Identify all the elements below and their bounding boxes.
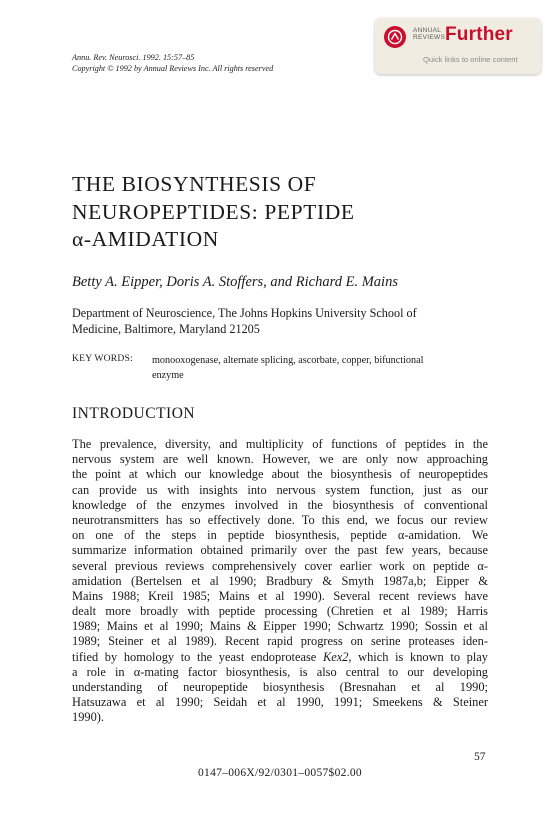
author-affiliation	[72, 305, 492, 337]
journal-citation-block	[72, 52, 273, 74]
annual-reviews-logo-icon	[384, 26, 406, 48]
section-heading-introduction: INTRODUCTION	[72, 405, 196, 422]
body-line: amidation (Bertelsen et al 1990; Bradbury & Smyth 1987a,b; Eipper &	[72, 573, 488, 588]
body-line: 1989; Steiner et al 1989). Recent rapid progress on serine proteases iden-	[72, 634, 488, 649]
annual-reviews-wordmark	[413, 27, 445, 41]
article-title	[72, 171, 492, 254]
body-line: can provide us with insights into nervous system function, just as our	[72, 482, 488, 497]
copyright-notice: Copyright © 1992 by Annual Reviews Inc. All rights reserved	[72, 64, 274, 73]
body-line: 1989; Mains et al 1990; Mains & Eipper 1990; Schwartz 1990; Sossin et al	[72, 619, 488, 634]
footer-identifier: 0147–006X/92/0301–0057$02.00	[198, 767, 362, 779]
page-number: 57	[474, 751, 486, 763]
key-words-line: monooxogenase, alternate splicing, ascorbate, copper, bifunctional	[152, 355, 424, 366]
title-line: α-AMIDATION	[72, 227, 219, 251]
body-line: Mains 1988; Kreil 1985; Mains et al 1990). Several recent reviews have	[72, 588, 488, 603]
article-authors: Betty A. Eipper, Doris A. Stoffers, and Richard E. Mains	[72, 274, 398, 290]
further-label: Further	[445, 24, 513, 45]
introduction-paragraph	[72, 437, 488, 726]
italic-term: Kex2	[322, 649, 349, 664]
key-words	[152, 353, 488, 383]
title-line: NEUROPEPTIDES: PEPTIDE	[72, 199, 355, 224]
body-line: Hatsuzawa et al 1990; Seidah et al 1990, 1991; Smeekens & Steiner	[72, 695, 488, 710]
body-line: 1990).	[72, 710, 105, 725]
affiliation-line: Department of Neuroscience, The Johns Hopkins University School of	[72, 306, 417, 320]
reviews-label: REVIEWS	[413, 34, 446, 41]
key-words-line: enzyme	[152, 370, 184, 381]
body-line: on one of the steps in peptide biosynthesis, peptide α-amidation. We	[72, 528, 488, 543]
body-line: knowledge of the enzymes involved in the biosynthesis of conventional	[72, 497, 488, 512]
further-banner[interactable]	[375, 18, 541, 74]
affiliation-line: Medicine, Baltimore, Maryland 21205	[72, 322, 260, 336]
body-line: understanding of neuropeptide biosynthesis (Bresnahan et al 1990;	[72, 680, 488, 694]
body-line: neurotransmitters has so effectively done. To this end, we focus our review	[72, 512, 488, 527]
quick-links-label: Quick links to online content	[423, 55, 518, 64]
body-line: summarize information obtained primarily over the past few years, because	[72, 543, 488, 558]
body-line: several previous reviews comprehensively cover earlier work on peptide α-	[72, 558, 488, 573]
body-line: a role in α-mating factor biosynthesis, is also central to our developing	[72, 664, 488, 679]
body-line: the point at which our knowledge about the biosynthesis of neuropeptides	[72, 467, 488, 482]
annual-label: ANNUAL	[413, 27, 442, 34]
key-words-label: KEY WORDS:	[72, 353, 133, 364]
body-line: dealt more broadly with peptide processing (Chretien et al 1989; Harris	[72, 604, 488, 619]
body-line: tified by homology to the yeast endoprotease Kex2, which is known to play	[72, 649, 488, 664]
body-line: nervous system are well known. However, we are only now approaching	[72, 452, 488, 467]
body-line: The prevalence, diversity, and multiplicity of functions of peptides in the	[72, 437, 488, 451]
journal-citation: Annu. Rev. Neurosci. 1992. 15:57–85	[72, 53, 195, 62]
title-line: THE BIOSYNTHESIS OF	[72, 172, 317, 196]
